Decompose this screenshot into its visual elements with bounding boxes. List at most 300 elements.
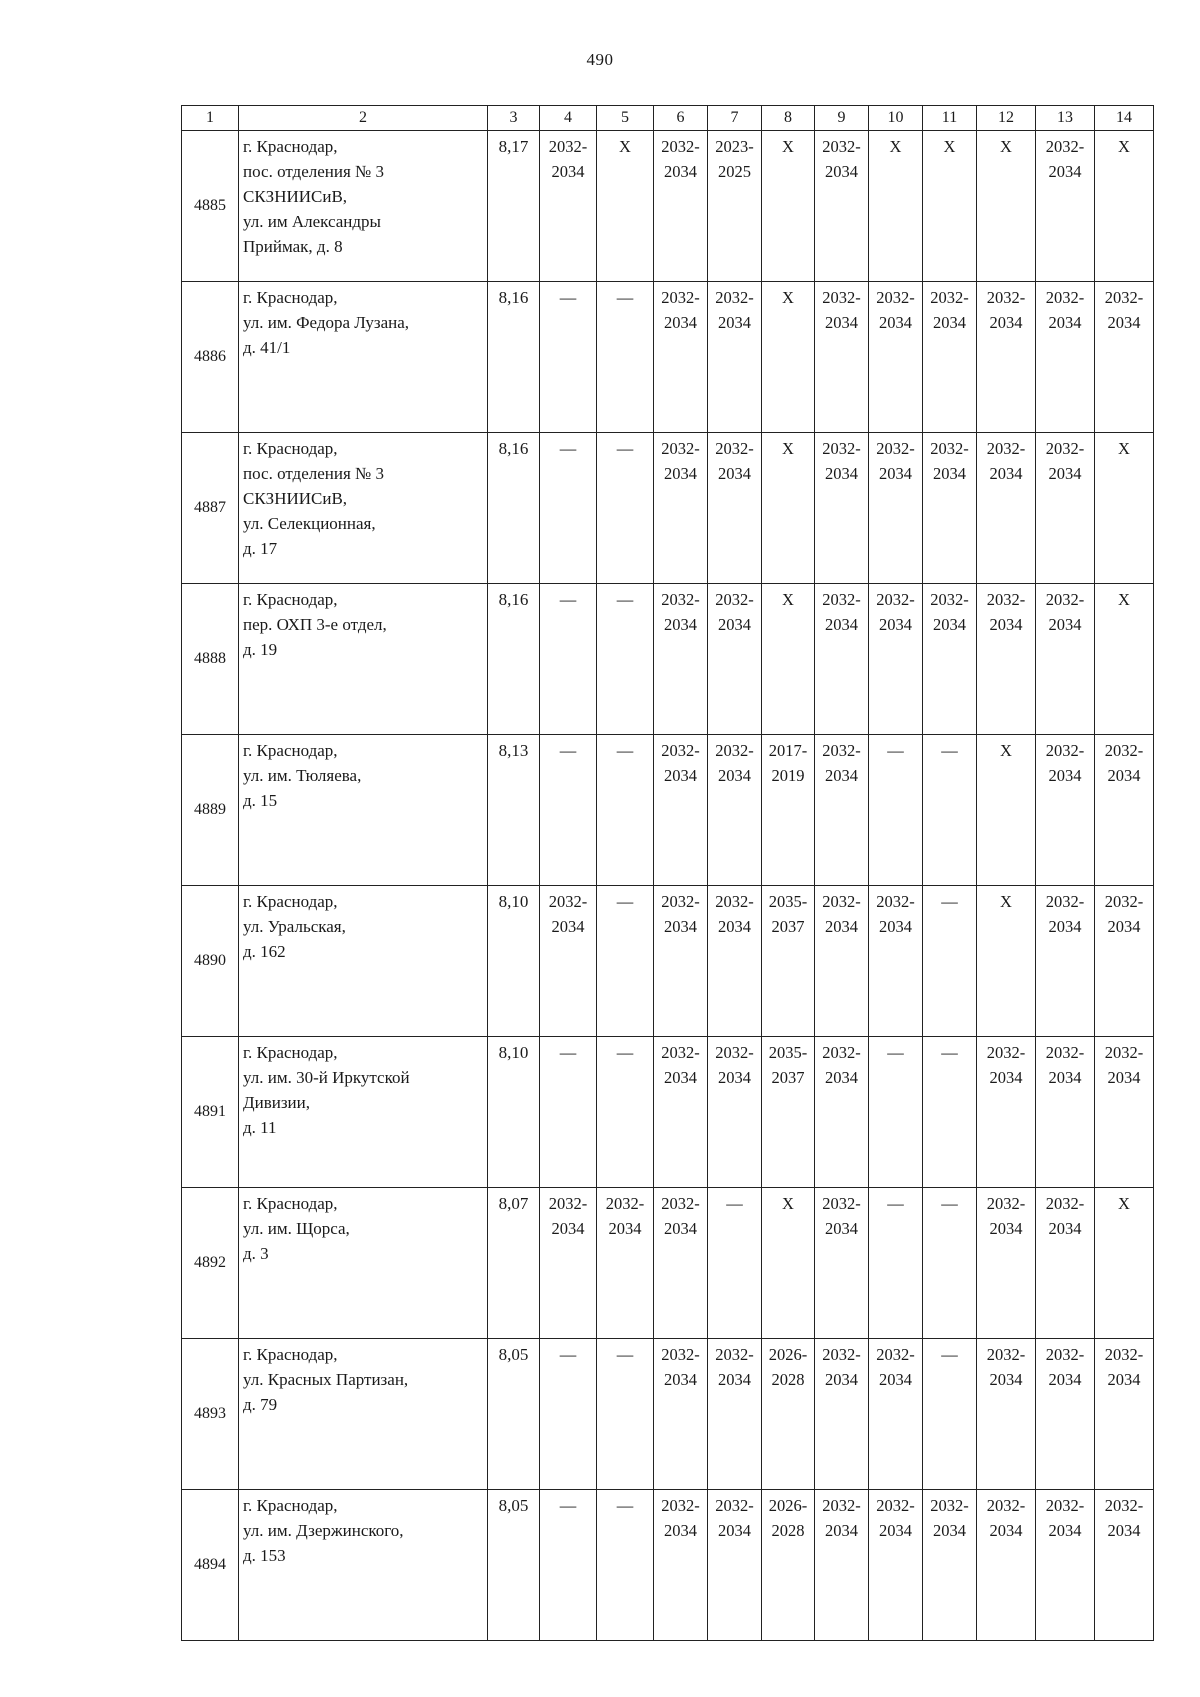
period-line: — xyxy=(887,741,904,760)
period-cell xyxy=(815,1490,869,1641)
period-line: 2032- xyxy=(715,288,754,307)
address-line: г. Краснодар, xyxy=(243,1043,338,1062)
period-cell xyxy=(1036,282,1095,433)
period-line: 2034 xyxy=(879,1370,912,1389)
address-line: ул. им Александры xyxy=(243,212,381,231)
column-number-cell: 5 xyxy=(597,106,654,131)
period-line: 2034 xyxy=(1107,1521,1141,1540)
address-line: д. 15 xyxy=(243,791,278,810)
period-line: 2032- xyxy=(822,288,861,307)
period-line: 2034 xyxy=(664,313,697,332)
period-cell xyxy=(708,131,762,282)
period-line: 2032- xyxy=(715,1496,754,1515)
period-line: 2032- xyxy=(1045,439,1085,458)
row-number: 4890 xyxy=(182,886,239,1037)
period-cell xyxy=(977,886,1036,1037)
period-cell xyxy=(597,735,654,886)
period-line: 2034 xyxy=(989,1370,1023,1389)
address-line: д. 41/1 xyxy=(243,338,291,357)
period-line: 2025 xyxy=(718,162,751,181)
table-row xyxy=(182,735,1154,886)
period-cell xyxy=(762,1490,815,1641)
period-cell xyxy=(869,131,923,282)
period-cell xyxy=(654,1490,708,1641)
address-line: д. 11 xyxy=(243,1118,277,1137)
period-cell xyxy=(1095,1037,1154,1188)
period-cell xyxy=(762,131,815,282)
period-cell xyxy=(540,1339,597,1490)
period-line: — xyxy=(559,1496,577,1515)
period-line: 2032- xyxy=(822,892,861,911)
period-cell xyxy=(597,131,654,282)
address-line: г. Краснодар, xyxy=(243,1496,338,1515)
period-line: 2034 xyxy=(933,615,966,634)
address-cell xyxy=(239,886,488,1037)
column-number-cell: 12 xyxy=(977,106,1036,131)
period-line: 2034 xyxy=(825,1068,858,1087)
period-line: 2035- xyxy=(768,892,808,911)
period-cell xyxy=(869,886,923,1037)
row-number: 4886 xyxy=(182,282,239,433)
address-cell xyxy=(239,584,488,735)
period-line: 2034 xyxy=(989,615,1023,634)
value-cell: 8,17 xyxy=(488,131,540,282)
period-line: — xyxy=(616,741,634,760)
period-line: 2032- xyxy=(661,1345,700,1364)
column-number-cell: 6 xyxy=(654,106,708,131)
period-cell xyxy=(869,735,923,886)
period-line: 2017- xyxy=(768,741,808,760)
period-line: Х xyxy=(1000,892,1012,911)
address-line: ул. Уральская, xyxy=(243,917,346,936)
period-line: 2037 xyxy=(771,1068,805,1087)
period-line: 2034 xyxy=(664,1219,697,1238)
period-cell xyxy=(762,1188,815,1339)
column-number-cell: 11 xyxy=(923,106,977,131)
value-cell: 8,07 xyxy=(488,1188,540,1339)
period-line: 2034 xyxy=(664,464,697,483)
column-number-cell: 7 xyxy=(708,106,762,131)
row-number: 4892 xyxy=(182,1188,239,1339)
period-line: 2032- xyxy=(1104,1043,1144,1062)
address-line: пос. отделения № 3 xyxy=(243,162,385,181)
value-cell: 8,10 xyxy=(488,1037,540,1188)
period-line: 2032- xyxy=(1045,288,1085,307)
period-line: 2032- xyxy=(930,288,969,307)
period-cell xyxy=(708,1037,762,1188)
period-cell xyxy=(597,282,654,433)
period-line: 2032- xyxy=(822,1345,861,1364)
period-line: 2034 xyxy=(664,766,697,785)
period-line: 2032- xyxy=(822,590,861,609)
period-cell xyxy=(762,886,815,1037)
period-line: 2034 xyxy=(551,162,585,181)
period-line: — xyxy=(887,1043,904,1062)
address-cell xyxy=(239,131,488,282)
period-cell xyxy=(1095,886,1154,1037)
table-row xyxy=(182,886,1154,1037)
period-line: Х xyxy=(782,1194,794,1213)
period-line: — xyxy=(726,1194,743,1213)
period-line: 2032- xyxy=(715,1345,754,1364)
period-line: 2032- xyxy=(715,590,754,609)
period-line: 2034 xyxy=(989,313,1023,332)
period-line: 2034 xyxy=(825,313,858,332)
period-cell xyxy=(923,131,977,282)
period-line: 2032- xyxy=(876,1345,915,1364)
period-line: 2034 xyxy=(1048,313,1082,332)
period-cell xyxy=(762,735,815,886)
period-cell xyxy=(654,131,708,282)
period-line: — xyxy=(616,892,634,911)
period-line: — xyxy=(616,439,634,458)
period-line: 2034 xyxy=(664,615,697,634)
period-line: 2032- xyxy=(661,439,700,458)
period-line: Х xyxy=(1118,439,1130,458)
address-line: г. Краснодар, xyxy=(243,590,338,609)
period-line: 2032- xyxy=(822,1496,861,1515)
period-line: Х xyxy=(889,137,902,156)
column-number-cell: 9 xyxy=(815,106,869,131)
period-line: 2034 xyxy=(1107,766,1141,785)
address-cell xyxy=(239,1339,488,1490)
period-cell xyxy=(923,584,977,735)
address-cell xyxy=(239,282,488,433)
period-line: 2032- xyxy=(1045,892,1085,911)
table-row xyxy=(182,433,1154,584)
period-cell xyxy=(708,584,762,735)
table-row xyxy=(182,131,1154,282)
period-line: — xyxy=(559,590,577,609)
period-cell xyxy=(762,584,815,735)
period-line: 2032- xyxy=(986,1043,1026,1062)
address-line: г. Краснодар, xyxy=(243,288,338,307)
period-line: 2034 xyxy=(1048,766,1082,785)
period-cell xyxy=(762,282,815,433)
period-line: 2032- xyxy=(930,439,969,458)
period-line: 2032- xyxy=(1045,741,1085,760)
period-line: 2034 xyxy=(825,1521,858,1540)
table-row xyxy=(182,1339,1154,1490)
period-line: 2034 xyxy=(718,464,751,483)
period-line: 2026- xyxy=(768,1496,808,1515)
column-number-cell: 10 xyxy=(869,106,923,131)
period-line: 2034 xyxy=(933,313,966,332)
period-line: Х xyxy=(782,439,794,458)
period-cell xyxy=(869,433,923,584)
period-cell xyxy=(762,1037,815,1188)
address-line: г. Краснодар, xyxy=(243,1194,338,1213)
period-cell xyxy=(708,886,762,1037)
period-line: 2034 xyxy=(825,615,858,634)
period-line: Х xyxy=(1118,590,1130,609)
period-line: — xyxy=(616,1043,634,1062)
period-line: 2034 xyxy=(1107,1370,1141,1389)
period-line: 2034 xyxy=(1048,162,1082,181)
period-cell xyxy=(540,1490,597,1641)
period-line: — xyxy=(616,590,634,609)
period-line: 2034 xyxy=(718,1068,751,1087)
period-cell xyxy=(762,1339,815,1490)
period-line: 2034 xyxy=(1107,1068,1141,1087)
period-cell xyxy=(977,131,1036,282)
period-cell xyxy=(923,1490,977,1641)
period-cell xyxy=(762,433,815,584)
period-line: — xyxy=(941,1345,958,1364)
address-line: СКЗНИИСиВ, xyxy=(243,187,348,206)
period-cell xyxy=(977,1490,1036,1641)
address-line: Приймак, д. 8 xyxy=(243,237,343,256)
period-cell xyxy=(540,1037,597,1188)
address-line: СКЗНИИСиВ, xyxy=(243,489,348,508)
period-cell xyxy=(923,433,977,584)
address-line: ул. им. Дзержинского, xyxy=(243,1521,404,1540)
period-cell xyxy=(1036,1037,1095,1188)
period-cell xyxy=(540,886,597,1037)
period-line: 2032- xyxy=(1045,1345,1085,1364)
address-line: ул. Селекционная, xyxy=(243,514,376,533)
period-line: 2032- xyxy=(715,892,754,911)
value-cell: 8,05 xyxy=(488,1490,540,1641)
period-line: 2019 xyxy=(771,766,805,785)
period-line: 2034 xyxy=(1048,464,1082,483)
period-line: 2034 xyxy=(718,1370,751,1389)
period-cell xyxy=(977,1188,1036,1339)
period-line: 2034 xyxy=(608,1219,642,1238)
address-cell xyxy=(239,433,488,584)
period-line: Х xyxy=(943,137,956,156)
period-cell xyxy=(977,1339,1036,1490)
period-line: Х xyxy=(782,137,794,156)
period-line: 2034 xyxy=(825,464,858,483)
period-line: 2034 xyxy=(664,162,697,181)
period-cell xyxy=(540,282,597,433)
address-line: г. Краснодар, xyxy=(243,892,338,911)
value-cell: 8,13 xyxy=(488,735,540,886)
column-number-cell: 14 xyxy=(1095,106,1154,131)
period-line: 2032- xyxy=(661,288,700,307)
period-cell xyxy=(1036,433,1095,584)
period-line: 2035- xyxy=(768,1043,808,1062)
period-line: 2034 xyxy=(664,917,697,936)
period-cell xyxy=(708,282,762,433)
period-line: 2034 xyxy=(825,766,858,785)
period-line: 2034 xyxy=(825,1219,858,1238)
period-line: 2032- xyxy=(1104,741,1144,760)
period-line: 2032- xyxy=(1045,137,1085,156)
column-number-row xyxy=(182,106,1154,131)
period-cell xyxy=(923,1037,977,1188)
period-line: 2032- xyxy=(1104,1496,1144,1515)
period-line: 2034 xyxy=(879,464,912,483)
row-number: 4889 xyxy=(182,735,239,886)
period-cell xyxy=(977,735,1036,886)
period-line: 2032- xyxy=(986,1345,1026,1364)
address-cell xyxy=(239,1188,488,1339)
period-cell xyxy=(597,886,654,1037)
table-row xyxy=(182,584,1154,735)
period-cell xyxy=(869,282,923,433)
period-cell xyxy=(815,584,869,735)
period-line: 2034 xyxy=(718,917,751,936)
period-line: 2032- xyxy=(661,741,700,760)
period-cell xyxy=(597,1188,654,1339)
period-line: 2032- xyxy=(1045,1043,1085,1062)
period-line: 2032- xyxy=(986,288,1026,307)
period-cell xyxy=(708,1188,762,1339)
period-line: — xyxy=(559,1345,577,1364)
address-line: д. 153 xyxy=(243,1546,286,1565)
address-line: г. Краснодар, xyxy=(243,137,338,156)
value-cell: 8,16 xyxy=(488,282,540,433)
period-line: 2034 xyxy=(664,1370,697,1389)
period-line: 2034 xyxy=(1048,1521,1082,1540)
address-line: ул. им. Щорса, xyxy=(243,1219,350,1238)
period-line: 2034 xyxy=(879,917,912,936)
period-line: Х xyxy=(1000,741,1012,760)
period-line: 2034 xyxy=(1048,917,1082,936)
period-line: 2032- xyxy=(876,288,915,307)
table-row xyxy=(182,1188,1154,1339)
period-cell xyxy=(923,1188,977,1339)
period-cell xyxy=(597,433,654,584)
period-line: — xyxy=(941,1194,958,1213)
period-line: 2032- xyxy=(986,1194,1026,1213)
period-line: — xyxy=(616,1345,634,1364)
period-line: 2034 xyxy=(1048,1370,1082,1389)
period-line: — xyxy=(616,288,634,307)
period-cell xyxy=(597,1490,654,1641)
period-cell xyxy=(1095,1339,1154,1490)
period-line: Х xyxy=(782,590,794,609)
period-line: — xyxy=(616,1496,634,1515)
period-cell xyxy=(1036,886,1095,1037)
period-cell xyxy=(923,282,977,433)
row-number: 4887 xyxy=(182,433,239,584)
address-line: пер. ОХП 3-е отдел, xyxy=(243,615,387,634)
period-cell xyxy=(654,584,708,735)
period-line: 2034 xyxy=(1048,1068,1082,1087)
table-row xyxy=(182,1037,1154,1188)
period-cell xyxy=(977,584,1036,735)
period-cell xyxy=(923,735,977,886)
period-line: 2034 xyxy=(989,1521,1023,1540)
period-line: 2034 xyxy=(718,766,751,785)
period-line: — xyxy=(941,1043,958,1062)
period-cell xyxy=(654,735,708,886)
address-line: д. 17 xyxy=(243,539,278,558)
period-cell xyxy=(1036,584,1095,735)
period-line: 2034 xyxy=(879,313,912,332)
address-line: д. 19 xyxy=(243,640,278,659)
period-line: 2032- xyxy=(1104,288,1144,307)
period-cell xyxy=(654,886,708,1037)
period-line: 2034 xyxy=(551,917,585,936)
period-line: 2032- xyxy=(986,590,1026,609)
period-cell xyxy=(977,433,1036,584)
column-number-cell: 13 xyxy=(1036,106,1095,131)
address-cell xyxy=(239,1037,488,1188)
period-line: 2034 xyxy=(664,1068,697,1087)
period-cell xyxy=(540,131,597,282)
value-cell: 8,16 xyxy=(488,584,540,735)
period-line: 2034 xyxy=(1048,1219,1082,1238)
period-line: 2034 xyxy=(718,313,751,332)
period-cell xyxy=(1036,131,1095,282)
period-line: — xyxy=(941,892,958,911)
address-line: пос. отделения № 3 xyxy=(243,464,385,483)
period-cell xyxy=(1036,735,1095,886)
row-number: 4893 xyxy=(182,1339,239,1490)
period-cell xyxy=(869,1188,923,1339)
period-line: 2032- xyxy=(822,439,861,458)
period-line: 2032- xyxy=(930,1496,969,1515)
period-cell xyxy=(815,433,869,584)
period-line: 2034 xyxy=(825,1370,858,1389)
period-line: 2034 xyxy=(989,464,1023,483)
period-line: 2023- xyxy=(715,137,754,156)
address-line: д. 79 xyxy=(243,1395,278,1414)
period-cell xyxy=(654,1188,708,1339)
column-number-cell: 3 xyxy=(488,106,540,131)
period-cell xyxy=(815,131,869,282)
period-line: — xyxy=(559,741,577,760)
period-line: 2032- xyxy=(548,137,588,156)
period-line: 2032- xyxy=(715,1043,754,1062)
period-line: 2034 xyxy=(718,615,751,634)
period-cell xyxy=(1036,1490,1095,1641)
period-line: 2032- xyxy=(822,137,861,156)
period-cell xyxy=(1095,1188,1154,1339)
period-line: 2028 xyxy=(771,1370,805,1389)
period-line: Х xyxy=(1000,137,1012,156)
period-line: Х xyxy=(1118,137,1130,156)
period-cell xyxy=(869,584,923,735)
period-line: — xyxy=(941,741,958,760)
period-cell xyxy=(815,282,869,433)
address-line: Дивизии, xyxy=(243,1093,310,1112)
period-line: 2032- xyxy=(876,1496,915,1515)
period-cell xyxy=(540,433,597,584)
period-cell xyxy=(654,282,708,433)
period-line: 2034 xyxy=(989,1219,1023,1238)
period-cell xyxy=(708,1490,762,1641)
period-line: Х xyxy=(1118,1194,1130,1213)
period-cell xyxy=(815,735,869,886)
period-cell xyxy=(597,1037,654,1188)
period-line: 2032- xyxy=(930,590,969,609)
period-line: 2032- xyxy=(661,137,700,156)
period-cell xyxy=(654,1339,708,1490)
period-line: Х xyxy=(782,288,794,307)
period-cell xyxy=(1095,735,1154,886)
period-cell xyxy=(708,433,762,584)
period-line: 2034 xyxy=(551,1219,585,1238)
period-line: 2032- xyxy=(1104,1345,1144,1364)
column-number-cell: 1 xyxy=(182,106,239,131)
period-line: 2032- xyxy=(1045,1194,1085,1213)
period-line: 2034 xyxy=(879,1521,912,1540)
period-line: — xyxy=(559,288,577,307)
period-line: 2032- xyxy=(822,1043,861,1062)
period-line: — xyxy=(887,1194,904,1213)
period-line: 2032- xyxy=(661,1496,700,1515)
period-cell xyxy=(540,735,597,886)
register-table xyxy=(181,105,1154,1641)
period-line: 2034 xyxy=(879,615,912,634)
address-line: ул. им. 30-й Иркутской xyxy=(243,1068,410,1087)
period-line: 2032- xyxy=(605,1194,645,1213)
